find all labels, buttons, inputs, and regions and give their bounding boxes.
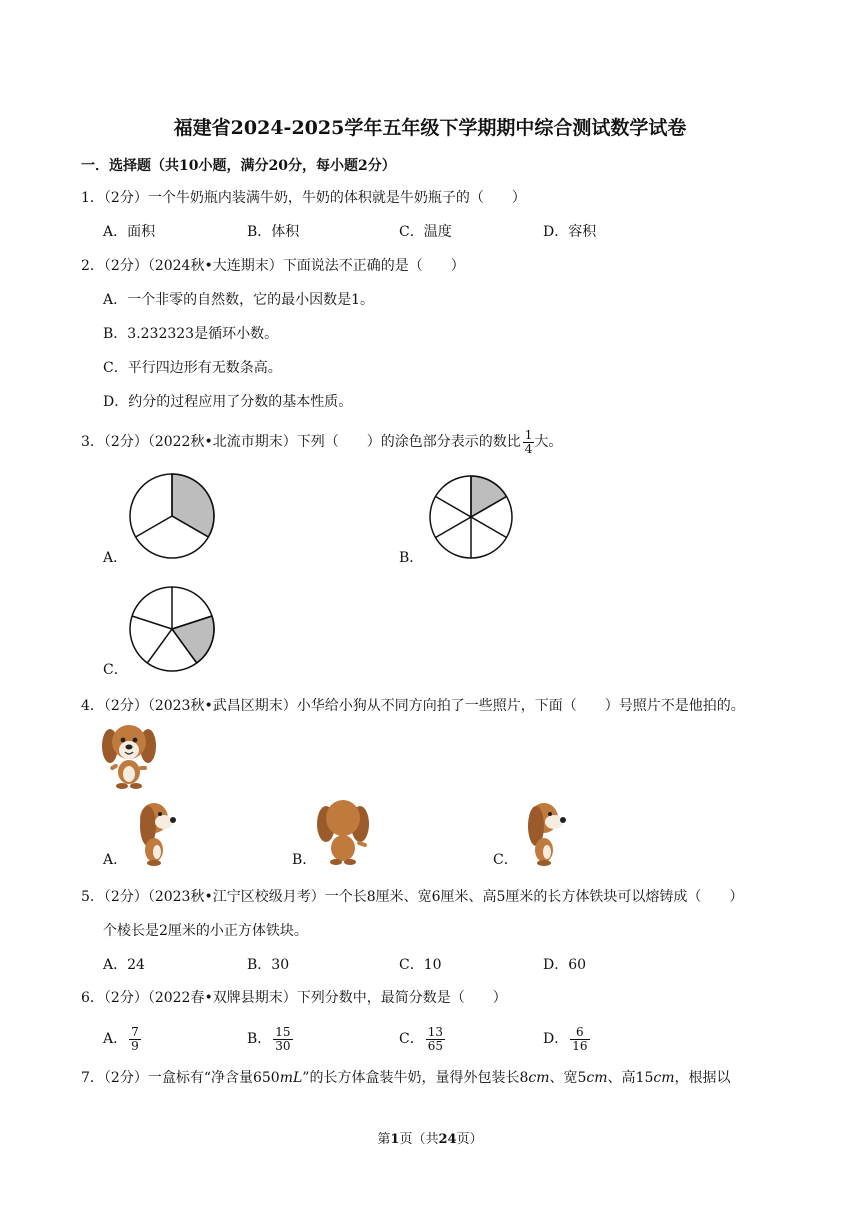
q6-option-d-num: 6 (570, 1026, 589, 1040)
q6-option-a-label: A． (103, 1031, 128, 1047)
footer-pre: 第 (377, 1132, 391, 1147)
q3-pie-c-shaded-slice (172, 616, 214, 663)
q1-option-c: C．温度 (399, 224, 452, 240)
q2-option-c: C．平行四边形有无数条高。 (103, 360, 282, 376)
q6-option-b (247, 1022, 293, 1056)
q7-text-mid2: 、宽5 (549, 1070, 587, 1086)
q4-dog-a-side-view (124, 798, 176, 866)
q6-option-d (543, 1022, 590, 1056)
q3-stem-post: 大。 (534, 434, 563, 450)
q6-option-b-num: 15 (275, 1024, 291, 1039)
q6-option-c-label: C． (399, 1031, 424, 1047)
q5-option-a: A．24 (103, 957, 145, 973)
q7-unit-cm: cm (653, 1070, 675, 1086)
q7-text-post: ，根据以 (674, 1070, 731, 1086)
q4-option-b: B． (292, 852, 317, 868)
q6-option-a-fraction (129, 1026, 141, 1053)
q5-stem-line1: 5．（2分）（2023秋•江宁区校级月考）一个长8厘米、宽6厘米、高5厘米的长方体铁块可以熔铸成（ ） (81, 889, 744, 905)
q3-stem-pre: 3．（2分）（2022秋•北流市期末）下列（ ）的涂色部分表示的数比 (81, 434, 521, 450)
q5-stem-line2: 个棱长是2厘米的小正方体铁块。 (103, 923, 308, 939)
q5-option-c: C．10 (399, 957, 442, 973)
q6-option-b-fraction (273, 1026, 292, 1053)
q7-unit-cm: cm (528, 1070, 550, 1086)
q6-option-a (103, 1022, 141, 1056)
q7-unit-ml: mL (279, 1070, 303, 1086)
q4-option-a: A． (103, 852, 128, 868)
dog-front-view-illustration (98, 722, 160, 790)
q3-pie-a (126, 470, 218, 562)
q2-stem: 2．（2分）（2024秋•大连期末）下面说法不正确的是（ ） (81, 258, 465, 274)
footer-post: 页） (456, 1132, 483, 1147)
q7-text-pre: 7．（2分）一盒标有“净含量650 (81, 1070, 280, 1086)
q5-option-b: B．30 (247, 957, 290, 973)
page-title: 福建省2024-2025学年五年级下学期期中综合测试数学试卷 (173, 117, 687, 139)
q3-pie-a-divider (136, 516, 172, 537)
q2-option-a: A．一个非零的自然数，它的最小因数是1。 (103, 292, 375, 308)
q3-option-c: C． (103, 662, 128, 678)
q2-option-d: D．约分的过程应用了分数的基本性质。 (103, 394, 353, 410)
q3-pie-c-divider (132, 616, 172, 629)
q6-option-c-den: 65 (427, 1038, 443, 1053)
q3-option-a: A． (103, 550, 128, 566)
q4-stem: 4．（2分）（2023秋•武昌区期末）小华给小狗从不同方向拍了一些照片，下面（ ）号照片不是他拍的。 (81, 698, 745, 714)
q4-dog-b-back-view (312, 798, 374, 866)
q1-option-b: B．体积 (247, 224, 300, 240)
q3-pie-c-divider (147, 629, 172, 663)
q6-option-c-num: 13 (427, 1024, 443, 1039)
q7-unit-cm: cm (586, 1070, 608, 1086)
q6-option-c (399, 1022, 445, 1056)
q6-option-d-fraction (570, 1026, 589, 1053)
q3-fraction (523, 429, 535, 456)
q3-pie-c (126, 585, 218, 673)
q3-pie-b (426, 472, 516, 562)
page-footer (0, 1128, 860, 1147)
q7-text-mid3: 、高15 (607, 1070, 654, 1086)
q6-option-b-label: B． (247, 1031, 272, 1047)
q1-stem: 1．（2分）一个牛奶瓶内装满牛奶，牛奶的体积就是牛奶瓶子的（ ） (81, 190, 526, 206)
q6-stem: 6．（2分）（2022春•双牌县期末）下列分数中，最简分数是（ ） (81, 990, 507, 1006)
footer-total-pages: 24 (438, 1132, 457, 1147)
q2-option-b: B．3.232323是循环小数。 (103, 326, 279, 342)
q6-option-d-den: 16 (572, 1038, 588, 1053)
footer-page-number: 1 (390, 1132, 400, 1147)
q6-option-a-den: 9 (131, 1038, 139, 1053)
q3-fraction-den: 4 (524, 441, 533, 456)
q6-option-a-num: 7 (131, 1024, 139, 1039)
q1-option-a: A．面积 (103, 224, 156, 240)
q3-option-b: B． (399, 550, 424, 566)
q1-option-d: D．容积 (543, 224, 597, 240)
q6-option-b-den: 30 (275, 1038, 291, 1053)
q4-dog-c-side-view (516, 798, 568, 866)
footer-mid: 页（共 (399, 1132, 439, 1147)
q3-pie-b-shaded-slice (471, 476, 507, 517)
q3-stem (81, 425, 562, 459)
q3-fraction-num: 1 (524, 427, 533, 442)
section-heading: 一．选择题（共10小题，满分20分，每小题2分） (81, 158, 396, 174)
q7-stem (81, 1069, 730, 1087)
q6-option-c-fraction (426, 1026, 445, 1053)
q7-text-mid1: ”的长方体盒装牛奶，量得外包装长8 (302, 1070, 529, 1086)
q5-option-d: D．60 (543, 957, 587, 973)
q6-option-d-label: D． (543, 1031, 569, 1047)
q4-option-c: C． (493, 852, 518, 868)
